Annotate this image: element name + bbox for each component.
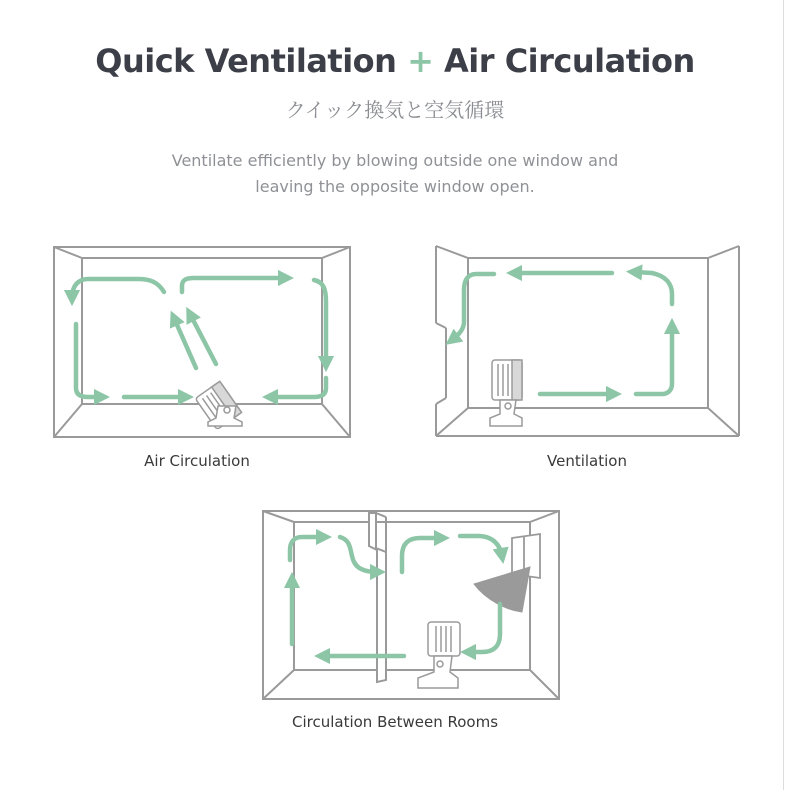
caption-ventilation: Ventilation [547,452,627,470]
ventilation-arrows [452,272,672,394]
airflow-arrow-icon [634,272,672,304]
between-rooms-arrows [290,536,502,656]
description-line-1: Ventilate efficiently by blowing outside one window and [171,151,619,170]
description-line-2: leaving the opposite window open. [255,177,535,196]
title-air-circulation: Air Circulation [444,42,695,80]
airflow-arrow-icon [76,324,102,397]
title-plus: + [407,42,434,80]
air-circulation-arrows [72,278,326,397]
caption-air-circulation: Air Circulation [144,452,250,470]
airflow-arrow-icon [402,538,442,572]
title-ventilation: Quick Ventilation [95,42,397,80]
airflow-arrow-icon [190,314,216,364]
airflow-arrow-icon [468,604,500,652]
airflow-arrow-icon [314,280,326,364]
caption-between-rooms: Circulation Between Rooms [291,713,499,731]
fan-icon [490,360,522,426]
airflow-arrow-icon [270,378,326,397]
airflow-arrow-icon [636,326,672,394]
fan-icon [418,622,460,688]
airflow-arrow-icon [290,537,324,560]
airflow-arrow-icon [452,274,494,340]
airflow-arrow-icon [460,536,502,556]
airflow-arrow-icon [174,318,196,368]
airflow-arrow-icon [72,279,164,298]
airflow-arrow-icon [182,278,286,292]
subtitle-japanese: クイック換気と空気循環 [285,98,505,122]
